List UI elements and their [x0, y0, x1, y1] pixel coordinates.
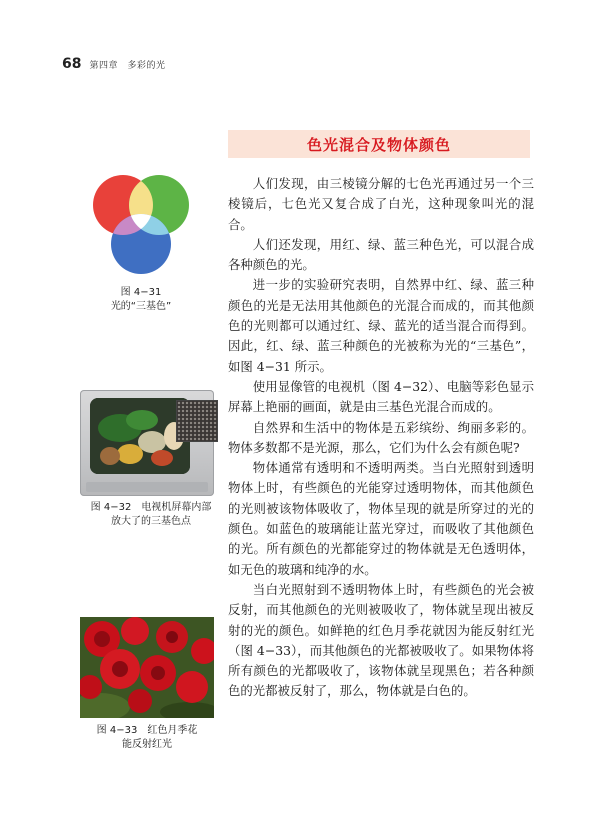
figure-caption-text: 能反射红光 [122, 739, 172, 750]
body-text [228, 174, 534, 702]
paragraph: 当白光照射到不透明物体上时，有些颜色的光会被反射，而其他颜色的光则被吸收了，物体就呈现出被反射的光的颜色。如鲜艳的红色月季花就因为能反射红光（图 4−33），而其他颜色的光都被吸收了。如果物体将所有颜色的光都吸收了，该物体就呈现黑色；若各种颜色的光都被反射了，那么，物体就是白色的。 [228, 581, 534, 699]
magnified-pixels-inset [176, 400, 218, 442]
figure-number: 图 4−31 [120, 287, 162, 298]
tv-base [86, 482, 208, 492]
section-title: 色光混合及物体颜色 [306, 135, 451, 154]
rose-illustration [80, 617, 214, 718]
paragraph: 人们发现，由三棱镜分解的七色光再通过另一个三棱镜后，七色光又复合成了白光，这种现象叫光的混合。 [228, 176, 534, 232]
paragraph: 物体通常有透明和不透明两类。当白光照射到透明物体上时，有些颜色的光能穿过透明物体，而其他颜色的光则被该物体吸收了，物体呈现的就是所穿过的光的颜色。如蓝色的玻璃能让蓝光穿过，而吸收了其他颜色的光。所有颜色的光都能穿过的物体就是无色透明体，如无色的玻璃和纯净的水。 [228, 460, 534, 577]
paragraph: 人们还发现，用红、绿、蓝三种色光，可以混合成各种颜色的光。 [228, 236, 534, 273]
figure-number: 图 4−32 电视机屏幕内部 [90, 502, 212, 513]
figure-caption-text: 放大了的三基色点 [111, 516, 191, 527]
figure-number: 图 4−33 红色月季花 [96, 725, 198, 736]
page-number: 68 [62, 56, 82, 72]
paragraph: 使用显像管的电视机（图 4−32）、电脑等彩色显示屏幕上艳丽的画面，就是由三基色光混合而成的。 [228, 378, 534, 415]
red-rose-photo [80, 617, 214, 718]
rgb-circles-figure [86, 170, 196, 282]
tv-screen [90, 398, 190, 474]
figure-caption-text: 光的“三基色” [110, 301, 172, 312]
section-title-bar [228, 130, 530, 158]
figure-caption-4-32 [76, 501, 226, 529]
paragraph: 进一步的实验研究表明，自然界中红、绿、蓝三种颜色的光是无法用其他颜色的光混合而成的，而其他颜色的光则都可以通过红、绿、蓝光的适当混合而得到。因此，红、绿、蓝三种颜色的光被称为光的“三基色”，如图 4−31 所示。 [228, 277, 534, 374]
figure-caption-4-33 [80, 724, 214, 752]
paragraph: 自然界和生活中的物体是五彩缤纷、绚丽多彩的。物体多数都不是光源，那么，它们为什么会有颜色呢? [228, 419, 534, 455]
vegetables-illustration [90, 398, 190, 474]
running-head: 第四章 多彩的光 [89, 61, 166, 71]
figure-caption-4-31 [86, 286, 196, 314]
page-header [62, 56, 166, 74]
